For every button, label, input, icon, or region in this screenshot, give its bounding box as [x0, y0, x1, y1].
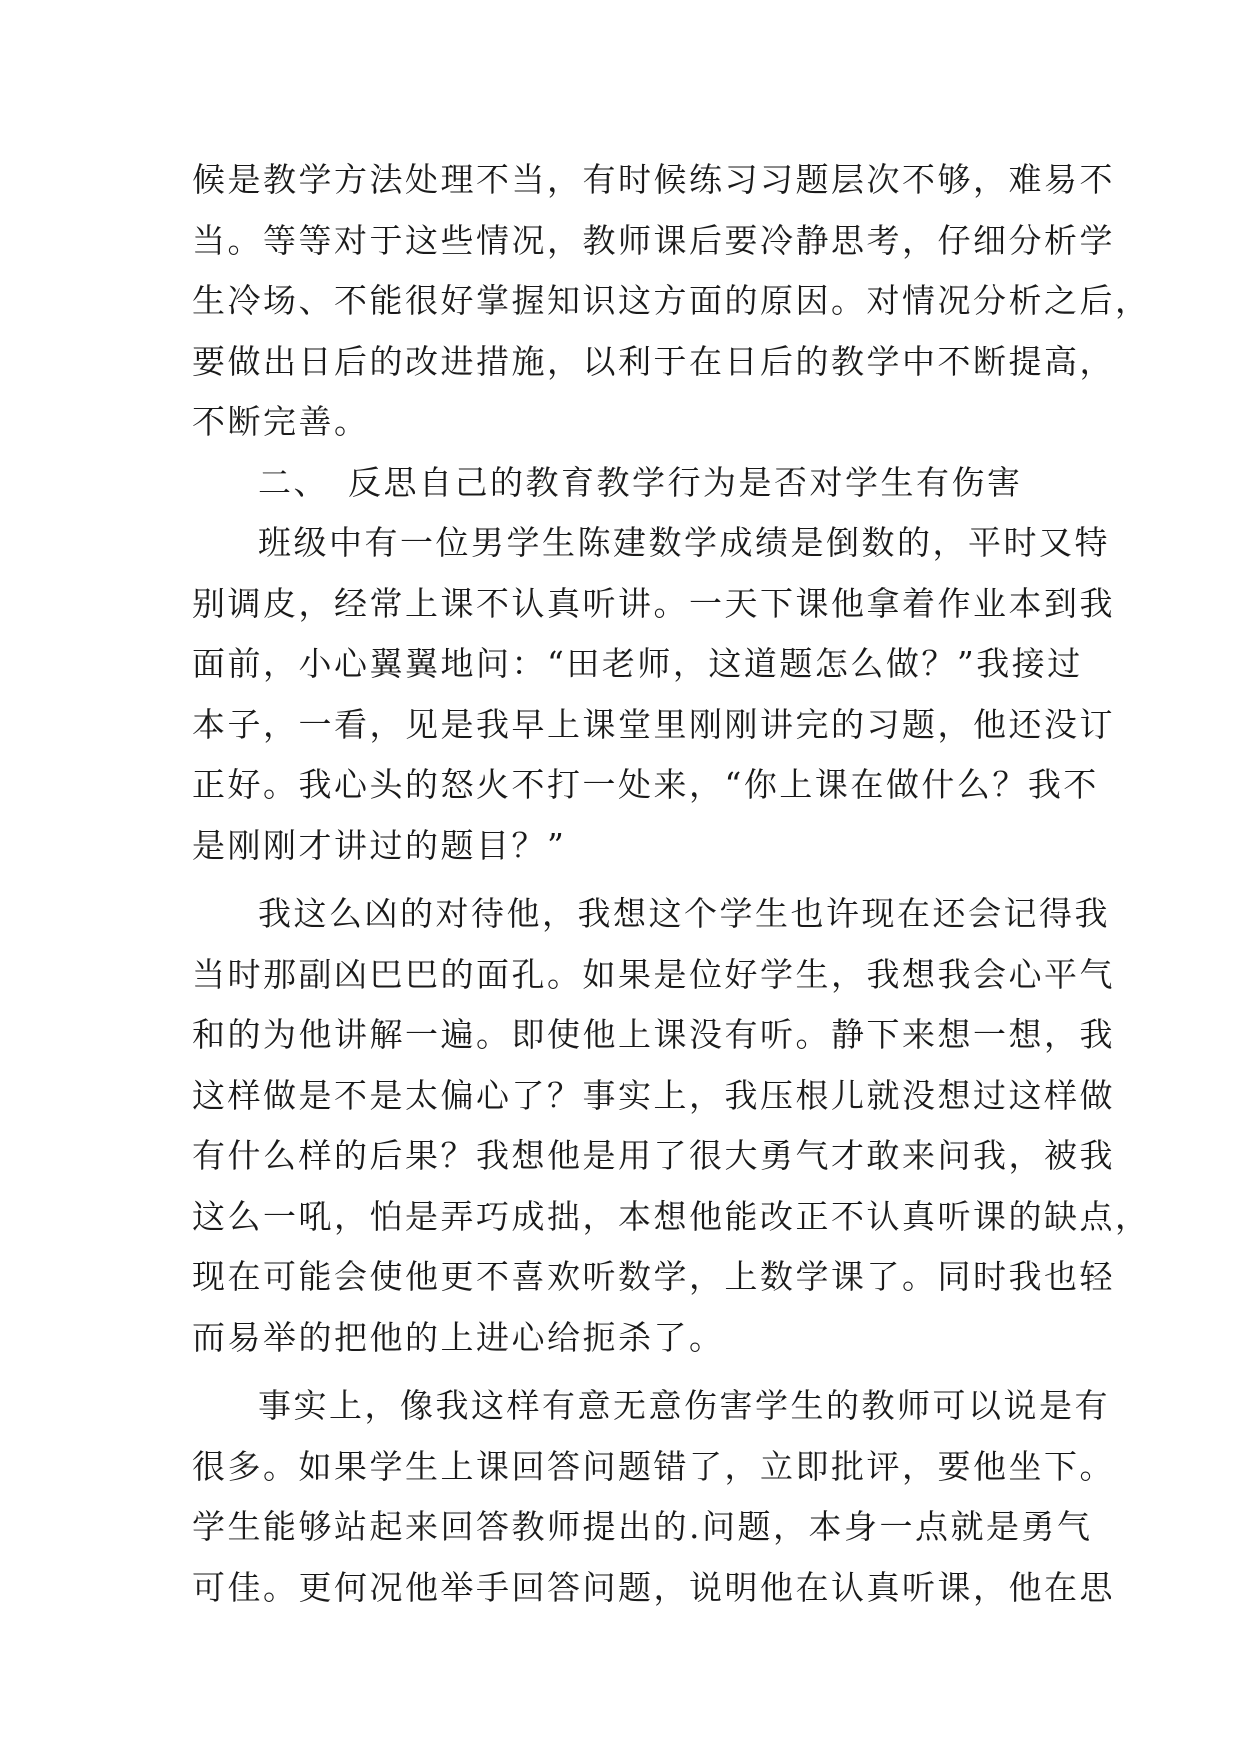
text-line: 不断完善。 [192, 402, 370, 441]
text-line: 是刚刚才讲过的题目？” [192, 825, 567, 865]
text-line: 当时那副凶巴巴的面孔。如果是位好学生，我想我会心平气 [192, 954, 1115, 994]
text-line: 现在可能会使他更不喜欢听数学，上数学课了。同时我也轻 [192, 1257, 1115, 1296]
text-line: 候是教学方法处理不当，有时候练习习题层次不够，难易不 [192, 160, 1115, 199]
paragraph-first-line: 班级中有一位男学生陈建数学成绩是倒数的，平时又特 [258, 523, 1110, 562]
text-line: 学生能够站起来回答教师提出的.问题，本身一点就是勇气 [192, 1507, 1093, 1546]
text-line: 本子，一看，见是我早上课堂里刚刚讲完的习题，他还没订 [192, 704, 1115, 744]
text-line: 有什么样的后果？我想他是用了很大勇气才敢来问我，被我 [192, 1136, 1115, 1175]
text-line: 当。等等对于这些情况，教师课后要冷静思考，仔细分析学 [192, 220, 1115, 260]
text-line: 面前，小心翼翼地问：“田老师，这道题怎么做？”我接过 [192, 644, 1083, 683]
text-line: 要做出日后的改进措施，以利于在日后的教学中不断提高， [192, 341, 1115, 381]
paragraph-first-line: 我这么凶的对待他，我想这个学生也许现在还会记得我 [258, 894, 1110, 933]
text-line: 和的为他讲解一遍。即使他上课没有听。静下来想一想，我 [192, 1015, 1115, 1054]
text-line: 生冷场、不能很好掌握知识这方面的原因。对情况分析之后， [192, 281, 1151, 320]
paragraph-first-line: 事实上，像我这样有意无意伤害学生的教师可以说是有 [258, 1386, 1110, 1425]
text-line: 正好。我心头的怒火不打一处来，“你上课在做什么？我不 [192, 765, 1099, 804]
text-line: 而易举的把他的上进心给扼杀了。 [192, 1317, 725, 1357]
text-line: 很多。如果学生上课回答问题错了，立即批评，要他坐下。 [192, 1446, 1115, 1486]
text-line: 可佳。更何况他举手回答问题，说明他在认真听课，他在思 [192, 1567, 1115, 1607]
text-line: 这么一吼，怕是弄巧成拙，本想他能改正不认真听课的缺点， [192, 1196, 1151, 1236]
section-heading: 二、 反思自己的教育教学行为是否对学生有伤害 [258, 462, 1023, 502]
text-line: 这样做是不是太偏心了？事实上，我压根儿就没想过这样做 [192, 1075, 1115, 1115]
document-body [192, 150, 1151, 1618]
text-line: 别调皮，经常上课不认真听讲。一天下课他拿着作业本到我 [192, 583, 1115, 623]
